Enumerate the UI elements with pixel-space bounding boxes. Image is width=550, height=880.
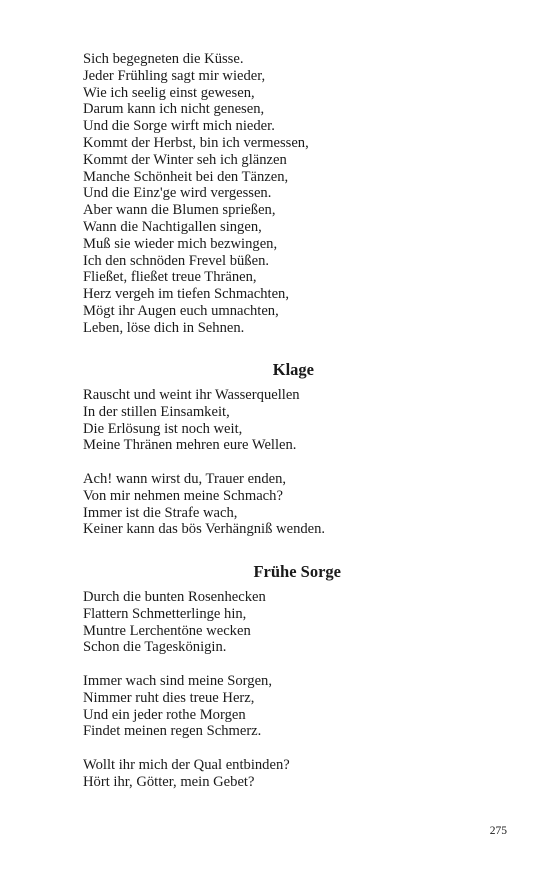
- verse-line: Wollt ihr mich der Qual entbinden?: [83, 757, 290, 773]
- verse-line: Fließet, fließet treue Thränen,: [83, 269, 257, 286]
- verse-line: Wie ich seelig einst gewesen,: [83, 84, 255, 101]
- verse-line: Kommt der Winter seh ich glänzen: [83, 151, 287, 168]
- verse-line: Die Erlösung ist noch weit,: [83, 420, 243, 437]
- verse-line: Schon die Tageskönigin.: [83, 639, 227, 656]
- fruehe-sorge-stanza-1: [83, 589, 383, 656]
- verse-line: Mögt ihr Augen euch umnachten,: [83, 302, 279, 319]
- verse-line: Von mir nehmen meine Schmach?: [83, 487, 283, 504]
- verse-line: Sich begegneten die Küsse.: [83, 51, 244, 67]
- fruehe-sorge-stanza-2: [83, 673, 383, 740]
- poem-title-fruehe-sorge: Frühe Sorge: [253, 562, 341, 581]
- verse-line: Manche Schönheit bei den Tänzen,: [83, 168, 289, 185]
- verse-line: Darum kann ich nicht genesen,: [83, 101, 265, 118]
- verse-line: Aber wann die Blumen sprießen,: [83, 202, 276, 219]
- verse-line: Ach! wann wirst du, Trauer enden,: [83, 471, 287, 487]
- verse-line: Wann die Nachtigallen singen,: [83, 218, 262, 235]
- verse-line: Immer ist die Strafe wach,: [83, 504, 238, 521]
- poem-title-klage: Klage: [272, 360, 314, 379]
- verse-line: Leben, löse dich in Sehnen.: [83, 319, 245, 336]
- klage-stanza-2: [83, 471, 383, 538]
- verse-line: Jeder Frühling sagt mir wieder,: [83, 67, 266, 84]
- poem-continuation-stanza: [83, 51, 383, 337]
- verse-line: Muß sie wieder mich bezwingen,: [83, 235, 278, 252]
- verse-line: Keiner kann das bös Verhängniß wenden.: [83, 521, 326, 538]
- verse-line: Muntre Lerchentöne wecken: [83, 622, 251, 639]
- verse-line: Hört ihr, Götter, mein Gebet?: [83, 773, 255, 790]
- verse-line: Nimmer ruht dies treue Herz,: [83, 689, 255, 706]
- verse-line: Meine Thränen mehren eure Wellen.: [83, 437, 297, 454]
- verse-line: Kommt der Herbst, bin ich vermessen,: [83, 134, 309, 151]
- verse-line: Durch die bunten Rosenhecken: [83, 589, 266, 605]
- verse-line: Und die Einz'ge wird vergessen.: [83, 185, 272, 202]
- fruehe-sorge-stanza-3: [83, 757, 383, 791]
- verse-line: Herz vergeh im tiefen Schmachten,: [83, 286, 289, 303]
- page-number: 275: [489, 825, 507, 837]
- verse-line: Immer wach sind meine Sorgen,: [83, 673, 272, 689]
- verse-line: Und die Sorge wirft mich nieder.: [83, 118, 275, 135]
- verse-line: Flattern Schmetterlinge hin,: [83, 605, 247, 622]
- verse-line: Findet meinen regen Schmerz.: [83, 723, 262, 740]
- klage-stanza-1: [83, 387, 383, 454]
- verse-line: Ich den schnöden Frevel büßen.: [83, 252, 270, 269]
- verse-line: Und ein jeder rothe Morgen: [83, 706, 246, 723]
- verse-line: In der stillen Einsamkeit,: [83, 403, 230, 420]
- verse-line: Rauscht und weint ihr Wasserquellen: [83, 387, 300, 403]
